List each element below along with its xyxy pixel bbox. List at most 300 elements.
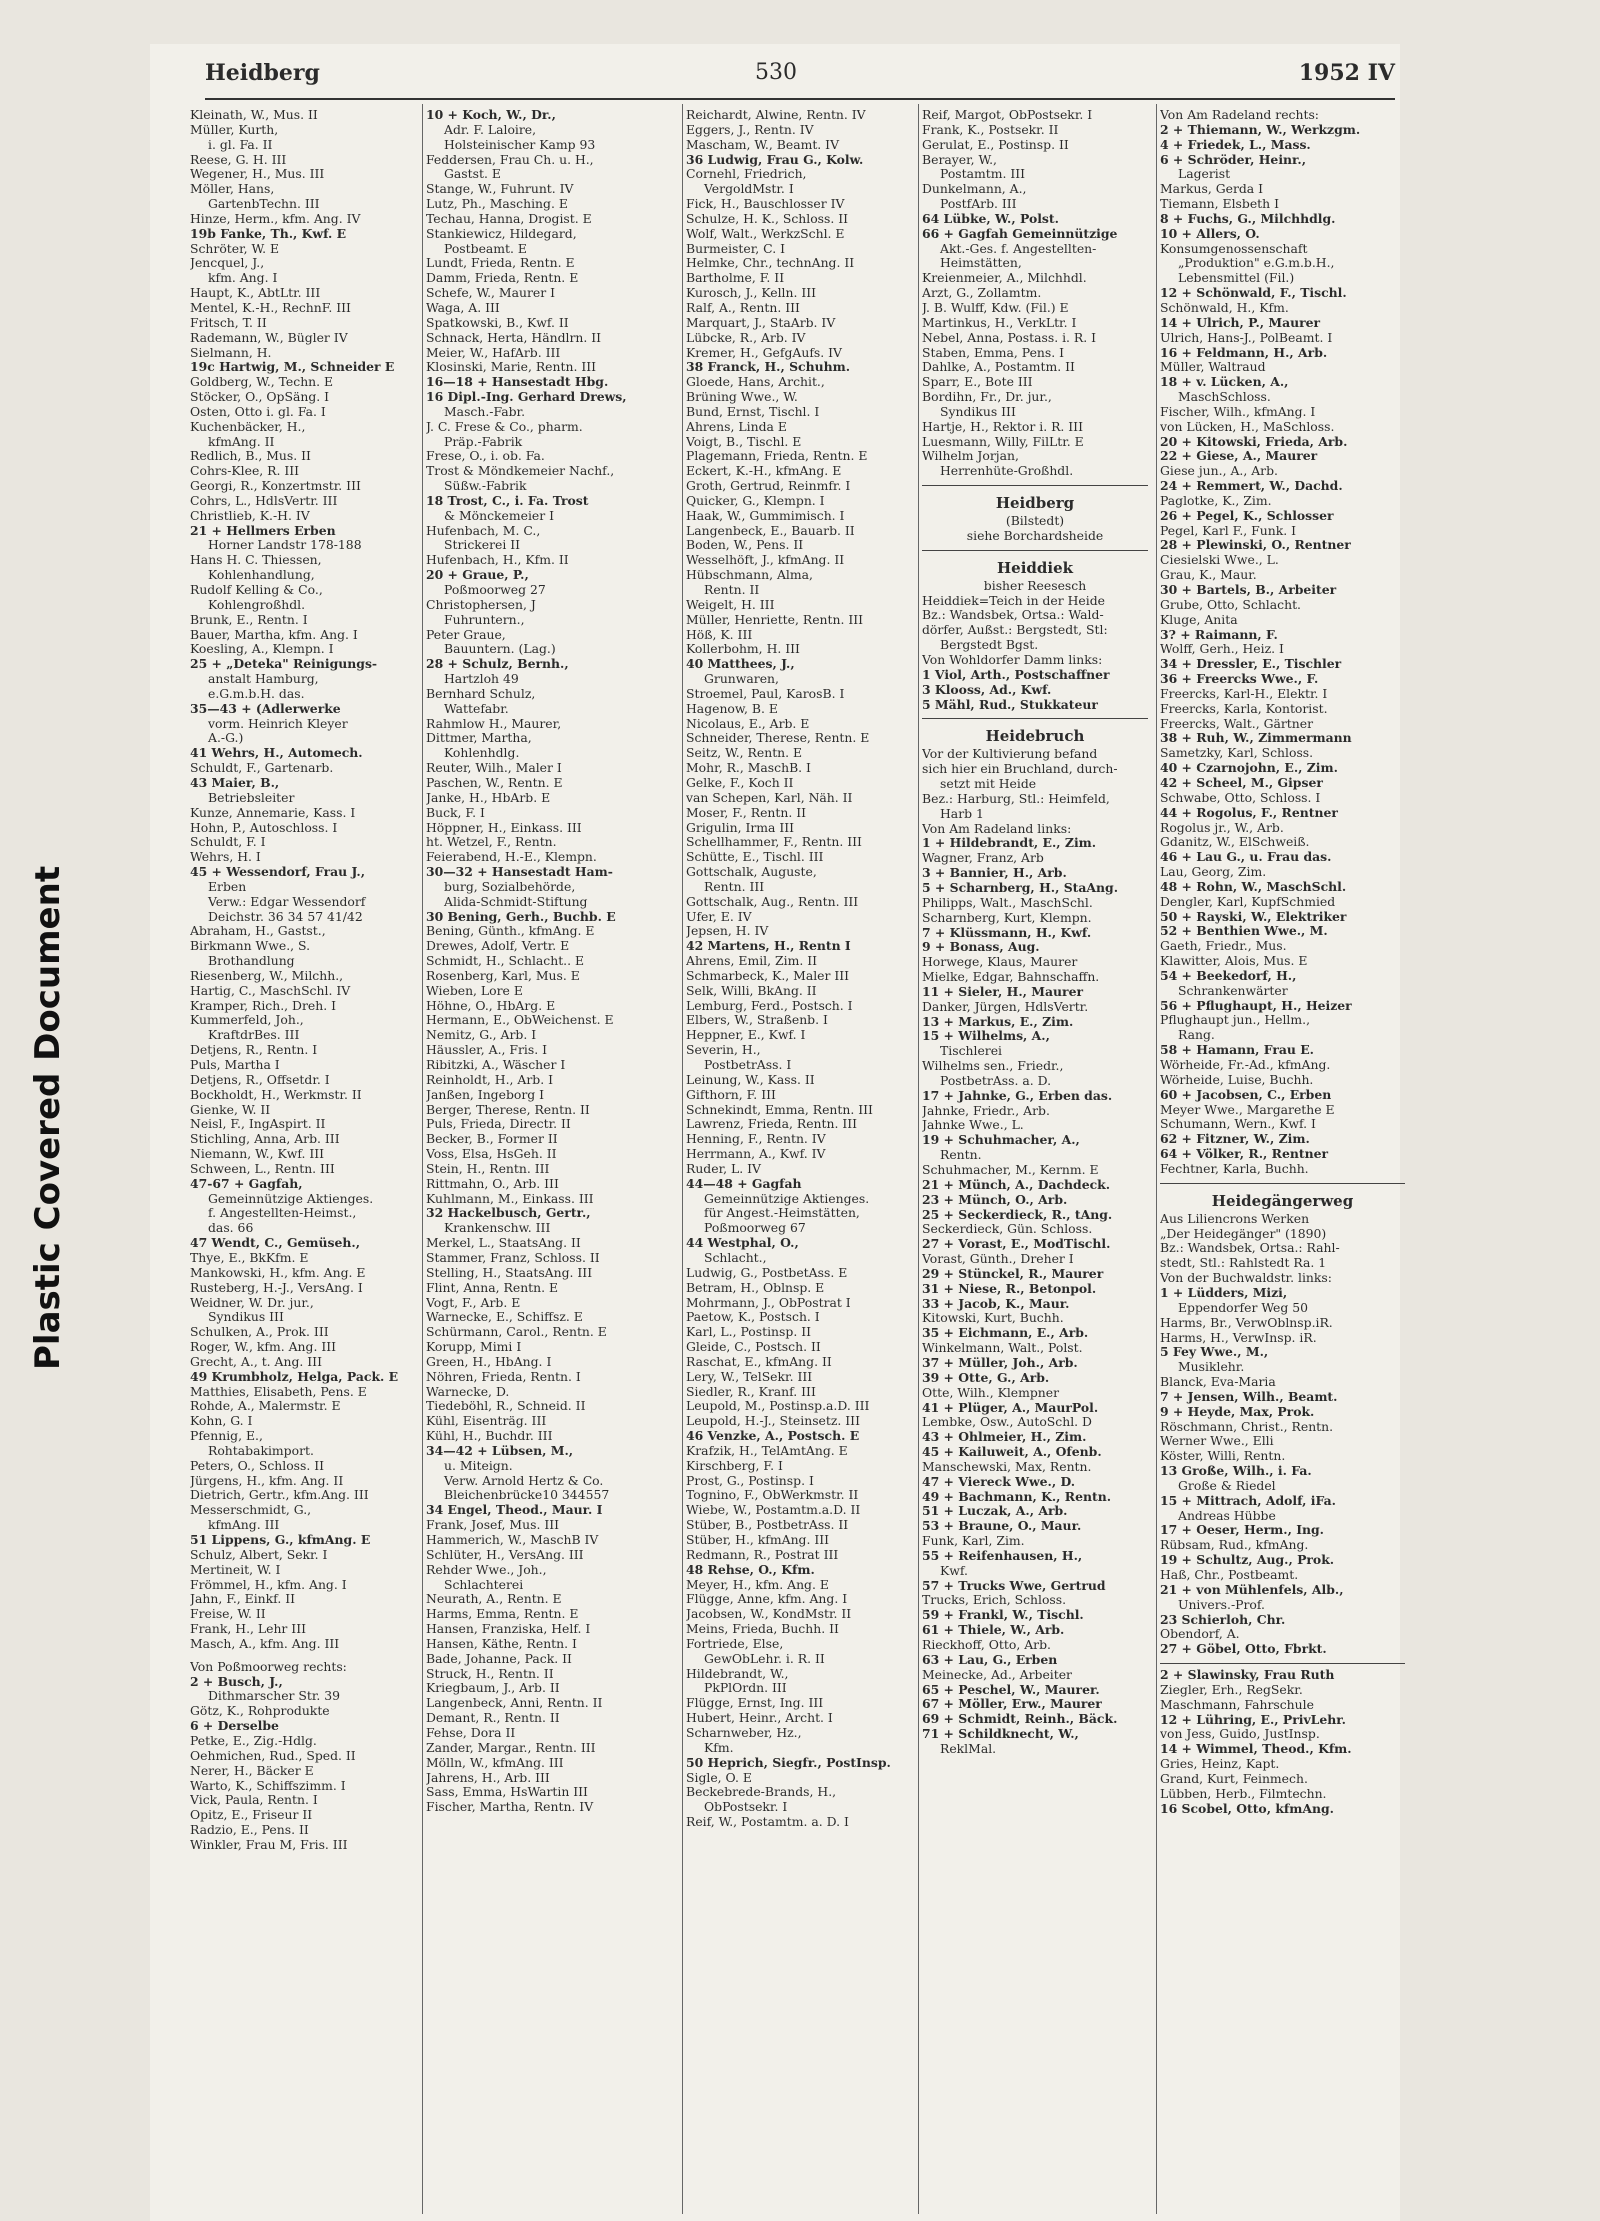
list-item: e.G.m.b.H. das.: [208, 686, 305, 701]
list-item: 49 + Bachmann, K., Rentn.: [922, 1489, 1112, 1504]
list-item: Akt.-Ges. f. Angestellten-: [940, 241, 1097, 256]
list-item: Bergstedt Bgst.: [940, 638, 1039, 653]
list-item: 47 Wendt, C., Gemüseh.,: [190, 1236, 361, 1251]
list-item: vorm. Heinrich Kleyer: [208, 716, 348, 731]
list-item: Becker, B., Former II: [426, 1132, 558, 1147]
list-item: Hohn, P., Autoschloss. I: [190, 820, 338, 835]
list-item: van Schepen, Karl, Näh. II: [686, 790, 853, 805]
list-item: 8 + Fuchs, G., Milchhdlg.: [1160, 211, 1336, 226]
column-divider: [918, 104, 919, 2214]
list-item: Christophersen, J: [426, 597, 536, 612]
list-item: Eckert, K.-H., kfmAng. E: [686, 464, 842, 479]
list-item: Stelling, H., StaatsAng. III: [426, 1265, 593, 1280]
list-item: Wehrs, H. I: [190, 850, 261, 865]
list-item: Aus Liliencrons Werken: [1160, 1211, 1310, 1226]
list-item: Wattefabr.: [444, 701, 509, 716]
list-item: Marquart, J., StaArb. IV: [686, 315, 836, 330]
list-item: Häussler, A., Fris. I: [426, 1043, 548, 1058]
list-item: Kuhlmann, M., Einkass. III: [426, 1191, 594, 1206]
list-item: Kramper, Rich., Dreh. I: [190, 998, 336, 1013]
list-item: 3 + Bannier, H., Arb.: [922, 866, 1067, 881]
list-item: Scharnweber, Hz.,: [686, 1725, 802, 1740]
list-item: Götz, K., Rohprodukte: [190, 1704, 330, 1719]
list-item: Tiemann, Elsbeth I: [1160, 197, 1279, 212]
list-item: Frank, Josef, Mus. III: [426, 1518, 559, 1533]
list-item: Stichling, Anna, Arb. III: [190, 1132, 340, 1147]
list-item: Voss, Elsa, HsGeh. II: [426, 1147, 557, 1162]
list-item: VergoldMstr. I: [704, 182, 794, 197]
list-item: Schefe, W., Maurer I: [426, 286, 555, 301]
list-item: 40 + Czarnojohn, E., Zim.: [1160, 761, 1338, 776]
list-item: 2 + Slawinsky, Frau Ruth: [1160, 1668, 1335, 1683]
list-item: Bund, Ernst, Tischl. I: [686, 404, 820, 419]
list-item: Rahmlow H., Maurer,: [426, 716, 562, 731]
list-item: Dahlke, A., Postamtm. II: [922, 360, 1075, 375]
list-item: Gdanitz, W., ElSchweiß.: [1160, 835, 1310, 850]
list-item: Gloede, Hans, Archit.,: [686, 375, 825, 390]
list-item: Nicolaus, E., Arb. E: [686, 716, 810, 731]
list-item: Sass, Emma, HsWartin III: [426, 1785, 588, 1800]
list-item: Nöhren, Frieda, Rentn. I: [426, 1369, 581, 1384]
list-item: Lübben, Herb., Filmtechn.: [1160, 1786, 1327, 1801]
list-item: 17 + Jahnke, G., Erben das.: [922, 1088, 1113, 1103]
list-item: Cohrs, L., HdlsVertr. III: [190, 493, 338, 508]
list-item: Dunkelmann, A.,: [922, 182, 1027, 197]
list-item: Plagemann, Frieda, Rentn. E: [686, 449, 868, 464]
list-item: 11 + Sieler, H., Maurer: [922, 984, 1083, 999]
list-item: 21 + von Mühlenfels, Alb.,: [1160, 1582, 1344, 1597]
list-item: Kurosch, J., Kelln. III: [686, 286, 817, 301]
list-item: Ribitzki, A., Wäscher I: [426, 1058, 566, 1072]
list-item: Philipps, Walt., MaschSchl.: [922, 895, 1093, 910]
list-item: Univers.-Prof.: [1178, 1597, 1265, 1612]
year-volume: 1952 IV: [1298, 60, 1395, 86]
list-item: Schmidt, H., Schlacht.. E: [426, 954, 585, 969]
list-item: Verw.: Edgar Wessendorf: [208, 894, 366, 909]
list-item: Ziegler, Erh., RegSekr.: [1160, 1682, 1303, 1697]
list-item: Fuhruntern.,: [444, 612, 525, 627]
list-item: Betram, H., Oblnsp. E: [686, 1280, 825, 1295]
list-item: Von der Buchwaldstr. links:: [1160, 1271, 1332, 1286]
list-item: Petke, E., Zig.-Hdlg.: [190, 1733, 317, 1748]
list-item: i. gl. Fa. II: [208, 137, 273, 152]
list-item: Hartzloh 49: [444, 672, 519, 687]
list-item: Flügge, Anne, kfm. Ang. I: [686, 1592, 848, 1607]
list-item: Stüber, H., kfmAng. III: [686, 1533, 830, 1547]
list-item: Heimstätten,: [940, 256, 1022, 271]
list-item: Moser, F., Rentn. II: [686, 805, 807, 820]
list-item: Neisl, F., IngAspirt. II: [190, 1117, 326, 1132]
list-item: Wolff, Gerh., Heiz. I: [1160, 642, 1284, 657]
list-item: KraftdrBes. III: [208, 1028, 300, 1043]
list-item: Arzt, G., Zollamtm.: [922, 286, 1042, 301]
list-item: 16 Scobel, Otto, kfmAng.: [1160, 1801, 1334, 1816]
list-item: Maschmann, Fahrschule: [1160, 1697, 1314, 1712]
list-item: 9 + Heyde, Max, Prok.: [1160, 1404, 1315, 1419]
list-item: Hermann, E., ObWeichenst. E: [426, 1013, 614, 1028]
list-item: 66 + Gagfah Gemeinnützige: [922, 226, 1118, 241]
list-item: Neurath, A., Rentn. E: [426, 1592, 562, 1607]
list-item: Prost, G., Postinsp. I: [686, 1473, 814, 1488]
list-item: 16 Dipl.-Ing. Gerhard Drews,: [426, 390, 627, 405]
list-item: Bz.: Wandsbek, Ortsa.: Rahl-: [1160, 1241, 1340, 1256]
list-item: A.-G.): [208, 731, 244, 746]
list-item: Dietrich, Gertr., kfm.Ang. III: [190, 1488, 369, 1503]
list-item: Schlachterei: [444, 1577, 524, 1592]
section-rule: [922, 479, 1148, 486]
list-item: Gottschalk, Auguste,: [686, 865, 817, 880]
list-item: Bauer, Martha, kfm. Ang. I: [190, 627, 358, 642]
list-item: Meins, Frieda, Buchh. II: [686, 1622, 839, 1637]
list-item: 61 + Thiele, W., Arb.: [922, 1623, 1065, 1638]
list-item: 36 Ludwig, Frau G., Kolw.: [686, 152, 864, 167]
page-header: [205, 60, 1395, 100]
list-item: das. 66: [208, 1221, 254, 1236]
list-item: Gries, Heinz, Kapt.: [1160, 1757, 1280, 1772]
list-item: Rittmahn, O., Arb. III: [426, 1176, 559, 1191]
list-item: Bening, Günth., kfmAng. E: [426, 924, 595, 939]
list-item: Drewes, Adolf, Vertr. E: [426, 939, 570, 954]
list-item: Bernhard Schulz,: [426, 686, 536, 701]
list-item: Poßmoorweg 27: [444, 583, 546, 597]
list-item: 43 Maier, B.,: [190, 775, 280, 790]
list-item: Höppner, H., Einkass. III: [426, 820, 582, 835]
list-item: 14 + Ulrich, P., Maurer: [1160, 315, 1321, 330]
list-item: Meier, W., HafArb. III: [426, 345, 561, 360]
list-item: Reese, G. H. III: [190, 152, 287, 167]
section-note: (Bilstedt): [1005, 514, 1065, 529]
list-item: Stöcker, O., OpSäng. I: [190, 390, 330, 405]
list-item: Paschen, W., Rentn. E: [426, 775, 563, 790]
list-item: Redmann, R., Postrat III: [686, 1547, 839, 1562]
list-item: Höß, K. III: [686, 627, 753, 642]
list-item: Grunwaren,: [704, 672, 779, 687]
list-item: Lau, Georg, Zim.: [1160, 865, 1267, 880]
list-item: Röschmann, Christ., Rentn.: [1160, 1419, 1334, 1434]
list-item: Trucks, Erich, Schloss.: [922, 1593, 1067, 1608]
list-item: Reinholdt, H., Arb. I: [426, 1072, 553, 1087]
list-item: Osten, Otto i. gl. Fa. I: [190, 404, 326, 419]
list-item: Harms, Br., VerwOblnsp.iR.: [1160, 1315, 1333, 1330]
list-item: Süßw.-Fabrik: [444, 479, 527, 494]
list-item: Langenbeck, E., Bauarb. II: [686, 523, 855, 538]
list-item: Höhne, O., HbArg. E: [426, 998, 556, 1013]
list-item: 9 + Bonass, Aug.: [922, 940, 1040, 955]
list-item: Otte, Wilh., Klempner: [922, 1385, 1060, 1400]
list-item: Ulrich, Hans-J., PolBeamt. I: [1160, 330, 1333, 345]
list-item: 36 + Freercks Wwe., F.: [1160, 672, 1319, 687]
list-item: Schlacht.,: [704, 1250, 767, 1265]
list-item: Gelke, F., Koch II: [686, 775, 794, 790]
list-item: Dithmarscher Str. 39: [208, 1689, 341, 1704]
list-item: 21 + Münch, A., Dachdeck.: [922, 1177, 1111, 1192]
list-item: 27 + Göbel, Otto, Fbrkt.: [1160, 1642, 1327, 1657]
list-item: 42 + Scheel, M., Gipser: [1160, 775, 1323, 790]
list-item: Leupold, M., Postinsp.a.D. III: [686, 1399, 870, 1414]
section-title: Heidberg: [995, 494, 1075, 513]
list-item: Lübcke, R., Arb. IV: [686, 330, 806, 345]
list-item: „Der Heidegänger" (1890): [1160, 1226, 1327, 1241]
list-item: Gottschalk, Aug., Rentn. III: [686, 894, 859, 909]
list-item: Riesenberg, W., Milchh.,: [190, 968, 344, 983]
list-item: Kunze, Annemarie, Kass. I: [190, 805, 356, 820]
list-item: Kohlenhdlg.: [444, 746, 520, 761]
list-item: 37 + Müller, Joh., Arb.: [922, 1355, 1078, 1370]
list-item: Gastst. E: [444, 167, 501, 182]
list-item: Jencquel, J.,: [190, 256, 265, 271]
list-item: Weigelt, H. III: [686, 597, 775, 612]
list-item: Konsumgenossenschaft: [1160, 241, 1308, 256]
list-item: Schumann, Wern., Kwf. I: [1160, 1117, 1316, 1132]
list-item: Schmarbeck, K., Maler III: [686, 968, 850, 983]
list-item: Eggers, J., Rentn. IV: [686, 122, 814, 137]
list-item: ObPostsekr. I: [704, 1800, 788, 1815]
list-item: Wörheide, Fr.-Ad., kfmAng.: [1160, 1058, 1331, 1072]
list-item: 42 Martens, H., Rentn I: [686, 939, 851, 954]
list-item: Jepsen, H. IV: [686, 924, 769, 939]
list-item: Gemeinnützige Aktienges.: [208, 1191, 374, 1206]
list-item: 13 + Markus, E., Zim.: [922, 1014, 1074, 1029]
directory-column-3: [686, 108, 912, 2208]
list-item: Kohlenhandlung,: [208, 568, 315, 583]
list-item: Bz.: Wandsbek, Ortsa.: Wald-: [922, 608, 1104, 623]
list-item: 2 + Busch, J.,: [190, 1674, 283, 1689]
list-item: Herrenhüte-Großhdl.: [940, 464, 1074, 479]
list-item: Leupold, H.-J., Steinsetz. III: [686, 1414, 860, 1429]
list-item: Fischer, Wilh., kfmAng. I: [1160, 404, 1316, 419]
list-item: setzt mit Heide: [940, 777, 1037, 792]
list-item: Mölln, W., kfmAng. III: [426, 1755, 564, 1770]
list-item: Kühl, Eisenträg. III: [426, 1414, 547, 1429]
list-item: Vorast, Günth., Dreher I: [922, 1252, 1074, 1267]
list-item: Puls, Martha I: [190, 1058, 280, 1072]
list-item: Nebel, Anna, Postass. i. R. I: [922, 330, 1097, 345]
list-item: Freercks, Walt., Gärtner: [1160, 716, 1314, 731]
list-item: 5 + Scharnberg, H., StaAng.: [922, 880, 1119, 895]
list-item: Ufer, E. IV: [686, 909, 752, 924]
list-item: 5 Mähl, Rud., Stukkateur: [922, 697, 1098, 712]
list-item: 30—32 + Hansestadt Ham-: [426, 865, 613, 880]
list-item: 44 + Rogolus, F., Rentner: [1160, 805, 1338, 820]
list-item: Green, H., HbAng. I: [426, 1354, 552, 1369]
list-item: Syndikus III: [940, 404, 1016, 419]
list-item: Stange, W., Fuhrunt. IV: [426, 182, 574, 197]
list-item: „Produktion" e.G.m.b.H.,: [1178, 256, 1335, 271]
list-item: 6 + Schröder, Heinr.,: [1160, 152, 1307, 167]
list-item: Hans H. C. Thiessen,: [190, 553, 322, 568]
list-item: Bez.: Harburg, Stl.: Heimfeld,: [922, 791, 1110, 806]
list-item: Zander, Margar., Rentn. III: [426, 1740, 596, 1755]
list-item: Klawitter, Alois, Mus. E: [1160, 954, 1308, 969]
section-rule: [922, 712, 1148, 719]
list-item: Severin, H.,: [686, 1043, 761, 1058]
list-item: Kitowski, Kurt, Buchh.: [922, 1311, 1064, 1326]
list-item: 58 + Hamann, Frau E.: [1160, 1043, 1314, 1058]
list-item: Schuldt, F. I: [190, 835, 266, 850]
list-item: Kollerbohm, H. III: [686, 642, 800, 657]
list-item: Abraham, H., Gastst.,: [190, 924, 326, 939]
list-item: 31 + Niese, R., Betonpol.: [922, 1281, 1097, 1296]
list-item: Pfennig, E.,: [190, 1429, 263, 1444]
list-item: Wilhelms sen., Friedr.,: [922, 1059, 1064, 1074]
list-item: 50 Heprich, Siegfr., PostInsp.: [686, 1755, 891, 1770]
list-item: Rudolf Kelling & Co.,: [190, 583, 323, 597]
list-item: Pflughaupt jun., Hellm.,: [1160, 1013, 1311, 1028]
list-item: Kohlengroßhdl.: [208, 597, 306, 612]
list-item: Funk, Karl, Zim.: [922, 1534, 1025, 1549]
list-item: 59 + Frankl, W., Tischl.: [922, 1608, 1084, 1623]
list-item: 29 + Stünckel, R., Maurer: [922, 1266, 1104, 1281]
list-item: 64 + Völker, R., Rentner: [1160, 1147, 1328, 1162]
list-item: dörfer, Außst.: Bergstedt, Stl:: [922, 623, 1108, 638]
list-item: ReklMal.: [940, 1741, 997, 1756]
list-item: Frese, O., i. ob. Fa.: [426, 449, 545, 464]
list-item: Heppner, E., Kwf. I: [686, 1028, 806, 1043]
list-item: Hagenow, B. E: [686, 701, 778, 716]
list-item: Wegener, H., Mus. III: [190, 167, 325, 182]
list-item: Präp.-Fabrik: [444, 434, 523, 449]
list-item: Berayer, W.,: [922, 152, 997, 167]
list-item: Vor der Kultivierung befand: [922, 747, 1098, 762]
list-item: 10 + Allers, O.: [1160, 226, 1260, 241]
list-item: 41 Wehrs, H., Automech.: [190, 746, 363, 761]
list-item: Bordihn, Fr., Dr. jur.,: [922, 390, 1052, 405]
list-item: Bade, Johanne, Pack. II: [426, 1651, 572, 1666]
list-item: Nemitz, G., Arb. I: [426, 1028, 537, 1043]
list-item: 46 Venzke, A., Postsch. E: [686, 1429, 860, 1444]
list-item: Spatkowski, B., Kwf. II: [426, 315, 569, 330]
list-item: 52 + Benthien Wwe., M.: [1160, 924, 1328, 939]
list-item: Fritsch, T. II: [190, 315, 267, 330]
list-item: Müller, Waltraud: [1160, 360, 1266, 375]
list-item: 4 + Friedek, L., Mass.: [1160, 137, 1311, 152]
list-item: Von Am Radeland rechts:: [1160, 108, 1319, 122]
list-item: Gerulat, E., Postinsp. II: [922, 137, 1069, 152]
list-item: Voigt, B., Tischl. E: [686, 434, 802, 449]
list-item: Bauuntern. (Lag.): [444, 642, 556, 657]
list-item: Janßen, Ingeborg I: [426, 1087, 545, 1102]
list-item: Syndikus III: [208, 1310, 284, 1325]
list-item: Reif, W., Postamtm. a. D. I: [686, 1815, 849, 1830]
list-item: Luesmann, Willy, FilLtr. E: [922, 434, 1084, 449]
list-item: 13 Große, Wilh., i. Fa.: [1160, 1464, 1312, 1479]
list-item: Trost & Möndkemeier Nachf.,: [426, 464, 615, 479]
list-item: 62 + Fitzner, W., Zim.: [1160, 1132, 1310, 1147]
list-item: 16—18 + Hansestadt Hbg.: [426, 375, 609, 390]
list-item: Haak, W., Gummimisch. I: [686, 508, 845, 523]
spacer: [190, 1652, 416, 1660]
list-item: Blanck, Eva-Maria: [1160, 1375, 1276, 1390]
list-item: Niemann, W., Kwf. III: [190, 1147, 325, 1162]
list-item: Brothandlung: [208, 954, 295, 969]
list-item: Rieckhoff, Otto, Arb.: [922, 1638, 1051, 1652]
list-item: Werner Wwe., Elli: [1160, 1434, 1274, 1449]
list-item: Flint, Anna, Rentn. E: [426, 1280, 559, 1295]
list-item: Schulze, H. K., Schloss. II: [686, 211, 849, 226]
section-title: Heiddiek: [996, 558, 1074, 577]
list-item: Jahnke Wwe., L.: [922, 1118, 1024, 1133]
list-item: Wieben, Lore E: [426, 983, 523, 998]
list-item: Ahrens, Emil, Zim. II: [686, 954, 817, 969]
list-item: Schröter, W. E: [190, 241, 280, 256]
list-item: kfmAng. II: [208, 434, 275, 449]
list-item: Peter Graue,: [426, 627, 506, 642]
section-note: siehe Borchardsheide: [966, 528, 1104, 543]
list-item: Harms, H., VerwInsp. iR.: [1160, 1330, 1317, 1345]
list-item: Beckebrede-Brands, H.,: [686, 1785, 837, 1800]
list-item: 22 + Giese, A., Maurer: [1160, 449, 1318, 464]
list-item: 21 + Hellmers Erben: [190, 523, 336, 538]
list-item: Paetow, K., Postsch. I: [686, 1310, 820, 1325]
list-item: Schnack, Herta, Händlrn. II: [426, 330, 602, 345]
list-item: Langenbeck, Anni, Rentn. II: [426, 1696, 603, 1711]
list-item: Schönwald, H., Kfm.: [1160, 300, 1289, 315]
list-item: stedt, Stl.: Rahlstedt Ra. 1: [1160, 1256, 1327, 1271]
list-item: Ahrens, Linda E: [686, 419, 787, 434]
column-divider: [1156, 104, 1157, 2214]
street-heading: Heidberg: [205, 60, 320, 86]
list-item: Karl, L., Postinsp. II: [686, 1325, 811, 1340]
list-item: Fick, H., Bauschlosser IV: [686, 197, 845, 212]
list-item: Lemburg, Ferd., Postsch. I: [686, 998, 853, 1013]
list-item: Dengler, Karl, KupfSchmied: [1160, 894, 1336, 909]
list-item: Von Poßmoorweg rechts:: [190, 1659, 347, 1674]
list-item: Mielke, Edgar, Bahnschaffn.: [922, 970, 1100, 985]
list-item: Schulken, A., Prok. III: [190, 1325, 329, 1340]
list-item: 63 + Lau, G., Erben: [922, 1652, 1058, 1667]
list-item: 24 + Remmert, W., Dachd.: [1160, 479, 1343, 494]
list-item: Horwege, Klaus, Maurer: [922, 955, 1078, 970]
list-item: 34 + Dressler, E., Tischler: [1160, 657, 1342, 672]
list-item: Wiebe, W., Postamtm.a.D. II: [686, 1503, 861, 1518]
list-item: 45 + Kailuweit, A., Ofenb.: [922, 1445, 1102, 1460]
list-item: Hansen, Franziska, Helf. I: [426, 1622, 591, 1637]
list-item: Wagner, Franz, Arb: [922, 851, 1044, 866]
list-item: 51 + Luczak, A., Arb.: [922, 1504, 1068, 1519]
list-item: Meinecke, Ad., Arbeiter: [922, 1667, 1072, 1682]
list-item: Tischlerei: [940, 1044, 1003, 1059]
list-item: 19c Hartwig, M., Schneider E: [190, 360, 395, 375]
list-item: PkPlOrdn. III: [704, 1681, 787, 1696]
list-item: Schürmann, Carol., Rentn. E: [426, 1325, 607, 1340]
list-item: 69 + Schmidt, Reinh., Bäck.: [922, 1712, 1118, 1727]
list-item: Schwabe, Otto, Schloss. I: [1160, 790, 1321, 805]
list-item: 41 + Plüger, A., MaurPol.: [922, 1400, 1099, 1415]
list-item: Schween, L., Rentn. III: [190, 1161, 335, 1176]
list-item: Mascham, W., Beamt. IV: [686, 137, 840, 152]
list-item: Gaeth, Friedr., Mus.: [1160, 939, 1287, 954]
list-item: Grecht, A., t. Ang. III: [190, 1354, 322, 1369]
list-item: Janke, H., HbArb. E: [426, 790, 551, 805]
list-item: Stüber, B., PostbetrAss. II: [686, 1518, 849, 1533]
list-item: Vick, Paula, Rentn. I: [190, 1793, 318, 1808]
list-item: sich hier ein Bruchland, durch-: [922, 762, 1118, 777]
list-item: J. C. Frese & Co., pharm.: [426, 419, 583, 434]
list-item: Reuter, Wilh., Maler I: [426, 761, 562, 776]
list-item: Stammer, Franz, Schloss. II: [426, 1250, 600, 1265]
list-item: Raschat, E., kfmAng. II: [686, 1354, 832, 1369]
list-item: für Angest.-Heimstätten,: [704, 1206, 860, 1221]
list-item: Staben, Emma, Pens. I: [922, 345, 1065, 360]
list-item: Schnekindt, Emma, Rentn. III: [686, 1102, 873, 1117]
list-item: 3? + Raimann, F.: [1160, 627, 1278, 642]
list-item: Hartig, C., MaschSchl. IV: [190, 983, 351, 998]
list-item: Bartholme, F. II: [686, 271, 785, 286]
list-item: 12 + Lühring, E., PrivLehr.: [1160, 1712, 1346, 1727]
list-item: Lebensmittel (Fil.): [1178, 271, 1295, 286]
list-item: Hinze, Herm., kfm. Ang. IV: [190, 211, 361, 226]
list-item: 26 + Pegel, K., Schlosser: [1160, 508, 1334, 523]
